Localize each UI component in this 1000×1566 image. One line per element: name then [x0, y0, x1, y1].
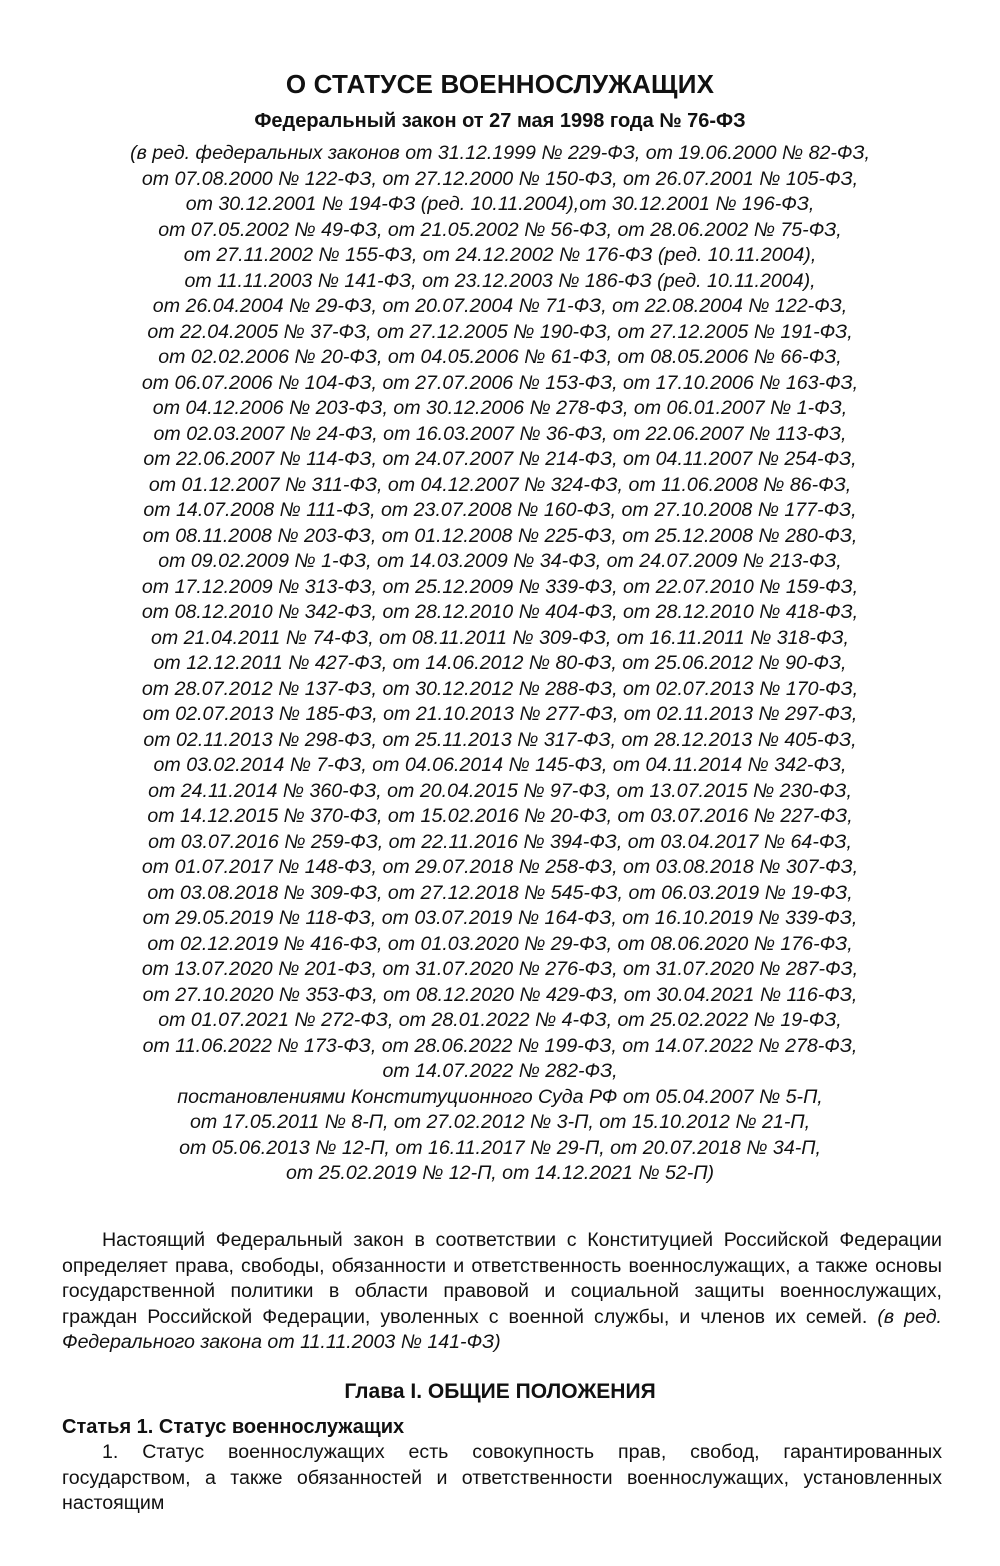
amendment-line: от 24.11.2014 № 360-ФЗ, от 20.04.2015 № 97-ФЗ, от 13.07.2015 № 230-ФЗ, — [148, 779, 852, 802]
amendment-line: от 25.02.2019 № 12-П, от 14.12.2021 № 52-П) — [285, 1162, 715, 1184]
amendment-line: от 02.07.2013 № 185-ФЗ, от 21.10.2013 № 277-ФЗ, от 02.11.2013 № 297-ФЗ, — [142, 703, 858, 725]
amendment-line: от 21.04.2011 № 74-ФЗ, от 08.11.2011 № 309-ФЗ, от 16.11.2011 № 318-ФЗ, — [150, 626, 849, 649]
preamble-note: (в ред. Федерального закона от 11.11.2003 № 141-ФЗ) — [62, 1305, 942, 1353]
amendment-line: от 27.10.2020 № 353-ФЗ, от 08.12.2020 № 429-ФЗ, от 30.04.2021 № 116-ФЗ, — [142, 983, 858, 1006]
amendment-line: от 27.11.2002 № 155-ФЗ, от 24.12.2002 № 176-ФЗ (ред. 10.11.2004), — [183, 244, 817, 266]
amendment-line: от 02.11.2013 № 298-ФЗ, от 25.11.2013 № 317-ФЗ, от 28.12.2013 № 405-ФЗ, — [143, 728, 857, 751]
amendment-line: постановлениями Конституционного Суда РФ от 05.04.2007 № 5-П, — [177, 1085, 823, 1108]
amendment-line: от 03.08.2018 № 309-ФЗ, от 27.12.2018 № 545-ФЗ, от 06.03.2019 № 19-ФЗ, — [147, 881, 853, 904]
amendment-line: от 30.12.2001 № 194-ФЗ (ред. 10.11.2004),от 30.12.2001 № 196-ФЗ, — [185, 193, 815, 215]
amendment-line: от 05.06.2013 № 12-П, от 16.11.2017 № 29-П, от 20.07.2018 № 34-П, — [179, 1136, 821, 1159]
amendment-line: от 01.12.2007 № 311-ФЗ, от 04.12.2007 № 324-ФЗ, от 11.06.2008 № 86-ФЗ, — [148, 473, 852, 496]
amendment-line: от 17.05.2011 № 8-П, от 27.02.2012 № 3-П, от 15.10.2012 № 21-П, — [189, 1111, 811, 1133]
amendment-line: от 11.11.2003 № 141-ФЗ, от 23.12.2003 № 186-ФЗ (ред. 10.11.2004), — [184, 269, 816, 292]
amendment-line: от 03.02.2014 № 7-ФЗ, от 04.06.2014 № 145-ФЗ, от 04.11.2014 № 342-ФЗ, — [153, 754, 847, 776]
amendment-line: от 02.02.2006 № 20-ФЗ, от 04.05.2006 № 61-ФЗ, от 08.05.2006 № 66-ФЗ, — [158, 346, 842, 368]
article-text: 1. Статус военнослужащих есть совокупность прав, свобод, гарантированных государством, а также обязанностей и ответственности военнослужащих, установленных настоящим — [62, 1441, 942, 1514]
amendment-line: от 22.04.2005 № 37-ФЗ, от 27.12.2005 № 190-ФЗ, от 27.12.2005 № 191-ФЗ, — [147, 320, 853, 343]
amendment-line: от 14.12.2015 № 370-ФЗ, от 15.02.2016 № 20-ФЗ, от 03.07.2016 № 227-ФЗ, — [147, 805, 853, 827]
amendment-line: от 07.05.2002 № 49-ФЗ, от 21.05.2002 № 56-ФЗ, от 28.06.2002 № 75-ФЗ, — [158, 218, 842, 241]
amendment-line: от 04.12.2006 № 203-ФЗ, от 30.12.2006 № 278-ФЗ, от 06.01.2007 № 1-ФЗ, — [152, 397, 848, 419]
amendment-line: от 09.02.2009 № 1-ФЗ, от 14.03.2009 № 34-ФЗ, от 24.07.2009 № 213-ФЗ, — [158, 550, 842, 572]
amendment-line: от 01.07.2017 № 148-ФЗ, от 29.07.2018 № 258-ФЗ, от 03.08.2018 № 307-ФЗ, — [141, 856, 859, 878]
amendments-list — [50, 141, 950, 1187]
amendment-line: от 08.11.2008 № 203-ФЗ, от 01.12.2008 № 225-ФЗ, от 25.12.2008 № 280-ФЗ, — [142, 524, 858, 547]
amendment-line: от 12.12.2011 № 427-ФЗ, от 14.06.2012 № 80-ФЗ, от 25.06.2012 № 90-ФЗ, — [153, 652, 847, 674]
amendment-line: от 02.03.2007 № 24-ФЗ, от 16.03.2007 № 36-ФЗ, от 22.06.2007 № 113-ФЗ, — [153, 422, 847, 445]
amendment-line: (в ред. федеральных законов от 31.12.1999 № 229-ФЗ, от 19.06.2000 № 82-ФЗ, — [130, 142, 870, 164]
amendment-line: от 22.06.2007 № 114-ФЗ, от 24.07.2007 № 214-ФЗ, от 04.11.2007 № 254-ФЗ, — [143, 448, 857, 470]
preamble-text: Настоящий Федеральный закон в соответствии с Конституцией Российской Федерации определяет права, свободы, обязанности и ответственность военнослужащих, а также основы государственной политики в области правовой и социальной защиты военнослужащих, граждан Российской Федерации, уволенных с военной службы, и членов их семей. — [62, 1229, 942, 1328]
amendment-line: от 03.07.2016 № 259-ФЗ, от 22.11.2016 № 394-ФЗ, от 03.04.2017 № 64-ФЗ, — [148, 830, 852, 853]
amendment-line: от 28.07.2012 № 137-ФЗ, от 30.12.2012 № 288-ФЗ, от 02.07.2013 № 170-ФЗ, — [141, 677, 859, 700]
amendment-line: от 07.08.2000 № 122-ФЗ, от 27.12.2000 № 150-ФЗ, от 26.07.2001 № 105-ФЗ, — [141, 167, 859, 190]
amendment-line: от 06.07.2006 № 104-ФЗ, от 27.07.2006 № 153-ФЗ, от 17.10.2006 № 163-ФЗ, — [141, 371, 859, 394]
law-title: О СТАТУСЕ ВОЕННОСЛУЖАЩИХ — [285, 69, 715, 99]
amendment-line: от 26.04.2004 № 29-ФЗ, от 20.07.2004 № 71-ФЗ, от 22.08.2004 № 122-ФЗ, — [152, 295, 848, 317]
amendment-line: от 14.07.2008 № 111-ФЗ, от 23.07.2008 № 160-ФЗ, от 27.10.2008 № 177-ФЗ, — [143, 499, 857, 521]
amendment-line: от 01.07.2021 № 272-ФЗ, от 28.01.2022 № 4-ФЗ, от 25.02.2022 № 19-ФЗ, — [158, 1009, 842, 1031]
chapter-heading: Глава I. ОБЩИЕ ПОЛОЖЕНИЯ — [344, 1380, 656, 1403]
amendment-line: от 17.12.2009 № 313-ФЗ, от 25.12.2009 № 339-ФЗ, от 22.07.2010 № 159-ФЗ, — [141, 575, 859, 598]
amendment-line: от 08.12.2010 № 342-ФЗ, от 28.12.2010 № 404-ФЗ, от 28.12.2010 № 418-ФЗ, — [141, 601, 859, 623]
preamble-paragraph — [62, 1228, 942, 1356]
amendment-line: от 14.07.2022 № 282-ФЗ, — [382, 1060, 618, 1082]
article-heading: Статья 1. Статус военнослужащих — [62, 1416, 405, 1438]
amendment-line: от 29.05.2019 № 118-ФЗ, от 03.07.2019 № 164-ФЗ, от 16.10.2019 № 339-ФЗ, — [142, 907, 858, 929]
amendment-line: от 11.06.2022 № 173-ФЗ, от 28.06.2022 № 199-ФЗ, от 14.07.2022 № 278-ФЗ, — [142, 1034, 858, 1057]
law-subtitle: Федеральный закон от 27 мая 1998 года № 76-ФЗ — [254, 110, 746, 132]
amendment-line: от 02.12.2019 № 416-ФЗ, от 01.03.2020 № 29-ФЗ, от 08.06.2020 № 176-ФЗ, — [147, 932, 853, 955]
amendment-line: от 13.07.2020 № 201-ФЗ, от 31.07.2020 № 276-ФЗ, от 31.07.2020 № 287-ФЗ, — [141, 958, 859, 980]
